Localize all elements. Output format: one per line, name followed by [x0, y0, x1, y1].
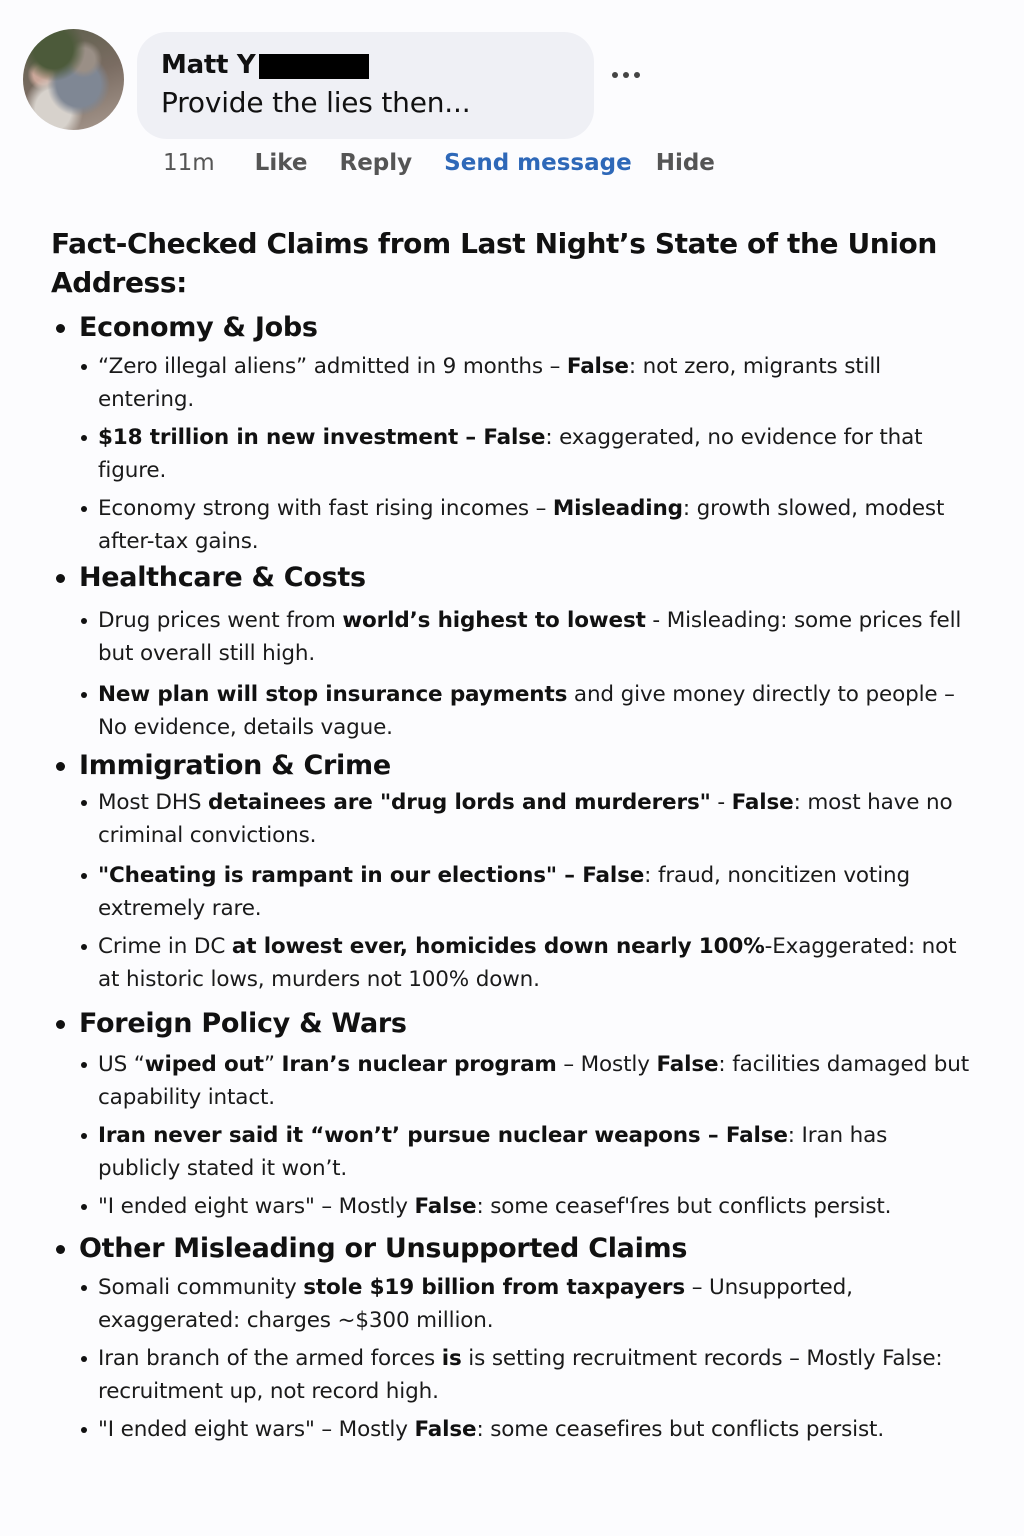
claim-bold-text: False: [656, 1052, 719, 1077]
claim-item: [51, 421, 971, 487]
claim-text: : exaggerated, no evidence for that figure.: [98, 425, 923, 483]
claim-bold-text: at lowest ever, homicides down nearly 100%: [231, 934, 765, 959]
claim-bold-text: New plan will stop insurance payments: [98, 682, 568, 707]
claim-text: and give money directly to people – No evidence, details vague.: [98, 682, 955, 740]
claim-item: [51, 678, 971, 744]
hide-button[interactable]: Hide: [655, 150, 715, 176]
section: [51, 560, 1011, 744]
comment-actions: [163, 150, 715, 176]
claim-text: : not zero, migrants still entering.: [98, 354, 882, 412]
claim-bold-text: False: [414, 1417, 477, 1442]
claim-item: [51, 604, 971, 670]
claim-text: : fraud, noncitizen voting extremely rare.: [98, 863, 911, 921]
claim-text: Drug prices went from: [98, 608, 343, 633]
claim-item: [51, 1048, 971, 1114]
claim-item: [51, 1271, 971, 1337]
fact-check-document: [51, 224, 1011, 1446]
document-title: Fact-Checked Claims from Last Night’s State of the Union Address:: [51, 227, 937, 299]
claim-bold-text: $18 trillion in new investment – False: [98, 425, 546, 450]
claim-bold-text: wiped out: [144, 1052, 264, 1077]
claim-text: Somali community: [98, 1275, 304, 1300]
claim-text: : most have no criminal convictions.: [98, 790, 953, 848]
claim-bold-text: Iran never said it “won’t’ pursue nuclear weapons – False: [98, 1123, 788, 1148]
claim-item: [51, 930, 971, 996]
claim-text: is setting recruitment records – Mostly False: recruitment up, not record high.: [98, 1346, 943, 1404]
like-button[interactable]: Like: [254, 150, 308, 176]
section: [51, 310, 1011, 558]
claim-bold-text: False: [566, 354, 629, 379]
claim-text: : facilities damaged but capability intact.: [98, 1052, 970, 1110]
comment-author-row: [161, 48, 369, 82]
claim-text: – Mostly: [556, 1052, 657, 1077]
comment-timestamp[interactable]: 11m: [163, 150, 215, 176]
comment-text: Provide the lies then...: [161, 86, 471, 119]
section: [51, 748, 1011, 996]
claim-text: : Iran has publicly stated it won’t.: [98, 1123, 888, 1181]
reply-button[interactable]: Reply: [339, 150, 413, 176]
claim-text: -: [710, 790, 732, 815]
claim-text: US “: [98, 1052, 145, 1077]
claim-text: -Exaggerated: not at historic lows, murders not 100% down.: [98, 934, 957, 992]
section-heading: Healthcare & Costs: [51, 560, 1011, 596]
claim-bold-text: detainees are "drug lords and murderers": [208, 790, 711, 815]
claim-bold-text: world’s highest to lowest: [342, 608, 646, 633]
redaction-bar: [259, 54, 369, 79]
section-heading: Other Misleading or Unsupported Claims: [51, 1231, 1011, 1267]
avatar[interactable]: [23, 29, 124, 130]
section-heading: Economy & Jobs: [51, 310, 1011, 346]
claim-item: [51, 786, 971, 852]
claim-text: : some ceasef'ſres but conflicts persist.: [476, 1194, 892, 1219]
claim-text: Economy strong with fast rising incomes –: [98, 496, 553, 521]
send-message-button[interactable]: Send message: [444, 150, 632, 176]
claim-bold-text: stole $19 billion from taxpayers: [303, 1275, 686, 1300]
claim-text: – Unsupported, exaggerated: charges ~$300 million.: [98, 1275, 853, 1333]
claim-text: - Misleading: some prices fell but overall still high.: [98, 608, 962, 666]
claim-item: [51, 1413, 971, 1446]
section-heading: Foreign Policy & Wars: [51, 1006, 1011, 1042]
claim-bold-text: Misleading: [552, 496, 683, 521]
section: [51, 1006, 1011, 1223]
claim-bold-text: False: [414, 1194, 477, 1219]
comment-author[interactable]: Matt Y: [161, 50, 256, 80]
claim-text: Crime in DC: [98, 934, 232, 959]
claim-text: "I ended eight wars" – Mostly: [98, 1417, 415, 1442]
claim-item: [51, 859, 971, 925]
claim-text: ”: [263, 1052, 282, 1077]
claim-text: “Zero illegal aliens” admitted in 9 months –: [98, 354, 567, 379]
claim-text: Most DHS: [98, 790, 209, 815]
claim-text: : growth slowed, modest after-tax gains.: [98, 496, 945, 554]
claim-item: [51, 1342, 971, 1408]
claim-bold-text: "Cheating is rampant in our elections" – False: [98, 863, 645, 888]
claim-item: [51, 492, 971, 558]
claim-item: [51, 350, 971, 416]
claim-bold-text: False: [731, 790, 794, 815]
section-list: [51, 310, 1011, 1446]
claim-bold-text: Iran’s nuclear program: [281, 1052, 557, 1077]
section-heading: Immigration & Crime: [51, 748, 1011, 784]
claim-bold-text: is: [441, 1346, 462, 1371]
claim-text: Iran branch of the armed forces: [98, 1346, 442, 1371]
claim-text: : some ceasefires but conflicts persist.: [476, 1417, 884, 1442]
section: [51, 1231, 1011, 1446]
more-options-icon[interactable]: [612, 72, 640, 78]
claim-item: [51, 1119, 971, 1185]
claim-item: [51, 1190, 971, 1223]
claim-text: "I ended eight wars" – Mostly: [98, 1194, 415, 1219]
